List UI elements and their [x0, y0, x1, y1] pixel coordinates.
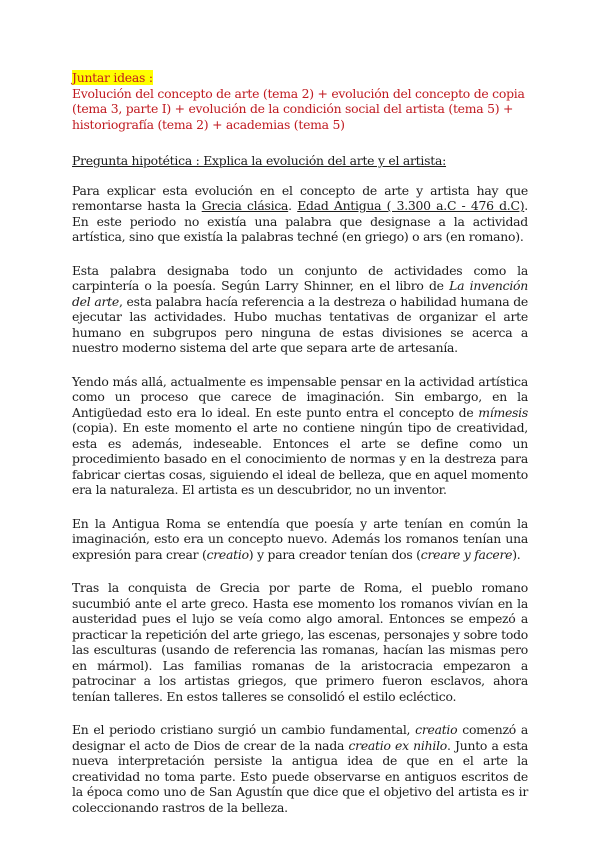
document-page	[72, 70, 528, 815]
paragraph-1	[72, 183, 528, 245]
p1-text-e: . En este periodo no existía una palabra que designase a la actividad artística, sino que existía la palabras techné (en griego) o ars (en romano).	[72, 198, 528, 244]
paragraph-6	[72, 722, 528, 815]
p4-text-c: ) y para creador tenían dos (	[248, 546, 421, 562]
p6-text-e: . Junto a esta nueva interpretación persiste la antigua idea de que en el arte la creatividad no toma parte. Esto puede observarse en antiguos escritos de la época como uno de San Agustín que dice que el objetivo del artista es ir coleccionando rastros de la belleza.	[72, 737, 528, 815]
p2-italic-book-title: La invención del arte	[72, 278, 528, 309]
notes-block	[72, 70, 528, 132]
p1-text-c: .	[288, 198, 298, 213]
notes-text: Evolución del concepto de arte (tema 2) + evolución del concepto de copia (tema 3, parte I) + evolución de la condición social del artista (tema 5) + historiografía (tema 2) + academias (tema 5)	[72, 85, 525, 132]
p1-text-a: Para explicar esta evolución en el concepto de arte y artista hay que remontarse hasta la	[72, 182, 528, 213]
p2-text-a: Esta palabra designaba todo un conjunto de actividades como la carpintería o la poesía. Según Larry Shinner, en el libro de	[72, 262, 528, 293]
p6-italic-ex-nihilo: creatio ex nihilo	[348, 737, 447, 753]
p1-underlined-greece: Grecia clásica	[201, 198, 289, 213]
p6-italic-creatio: creatio	[415, 722, 458, 737]
notes-label-highlighted: Juntar ideas :	[72, 70, 153, 85]
p6-text-c: comenzó a designar el acto de Dios de crear de la nada	[72, 722, 528, 753]
p4-italic-creare-facere: creare y facere	[420, 546, 513, 562]
p5-text: Tras la conquista de Grecia por parte de Roma, el pueblo romano sucumbió ante el arte greco. Hasta ese momento los romanos vivían en la austeridad pues el lujo se veía como algo amoral. Entonces se empezó a practicar la repetición del arte griego, las escenas, personajes y sobre todo las esculturas (usando de referencia las romanas, hacían las mismas pero en mármol). Las familias romanas de la aristocracia empezaron a patrocinar a los artistas griegos, que primero fueron esclavos, ahora tenían talleres. En estos talleres se consolidó el estilo ecléctico.	[72, 580, 528, 704]
p4-text-e: ).	[512, 546, 521, 562]
paragraph-2	[72, 263, 528, 356]
p3-text-a: Yendo más allá, actualmente es impensable pensar en la actividad artística como un proceso que carece de imaginación. Sin embargo, en la Antigüedad esto era lo ideal. En este punto entra el concepto de	[72, 373, 528, 420]
p4-text-a: En la Antigua Roma se entendía que poesía y arte tenían en común la imaginación, esto era un concepto nuevo. Además los romanos tenían una expresión para crear (	[72, 515, 528, 562]
p2-text-c: , esta palabra hacía referencia a la destreza o habilidad humana de ejecutar las actividades. Hubo muchas tentativas de organizar el arte humano en subgrupos pero ninguna de estas divisiones se acerca a nuestro moderno sistema del arte que separa arte de artesanía.	[72, 293, 528, 355]
p1-underlined-age: Edad Antigua ( 3.300 a.C - 476 d.C)	[297, 198, 525, 213]
paragraph-3	[72, 374, 528, 498]
question-heading: Pregunta hipotética : Explica la evolución del arte y el artista:	[72, 153, 447, 168]
p6-text-a: En el periodo cristiano surgió un cambio fundamental,	[72, 722, 416, 737]
p3-text-c: (copia). En este momento el arte no contiene ningún tipo de creatividad, esta es además, indeseable. Entonces el arte se define como un procedimiento basado en el conocimiento de normas y en la destreza para fabricar ciertas cosas, siguiendo el ideal de belleza, que en aquel momento era la naturaleza. El artista es un descubridor, no un inventor.	[72, 420, 528, 497]
paragraph-4	[72, 516, 528, 563]
paragraph-5	[72, 580, 528, 704]
p4-italic-creatio: creatio	[206, 546, 249, 562]
p3-italic-mimesis: mímesis	[478, 404, 528, 420]
